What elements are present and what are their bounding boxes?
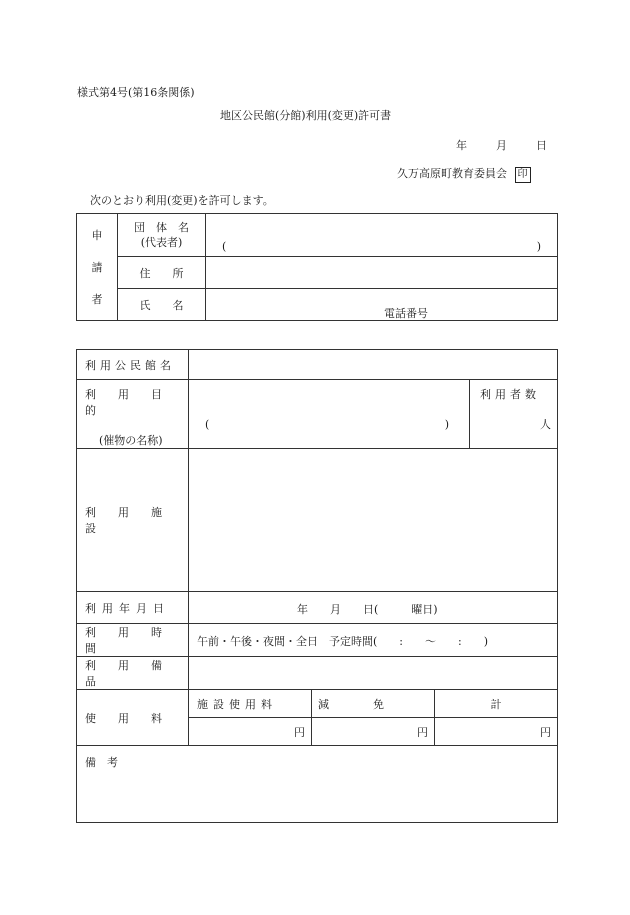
remarks-label: 備 考 xyxy=(85,756,118,769)
usage-date-value: 年 月 日( 曜日) xyxy=(297,603,438,616)
facility-label: 利 用 施 設 xyxy=(77,449,189,592)
usage-time-value: 午前・午後・夜間・全日 予定時間( : 〜 : ) xyxy=(197,635,488,648)
applicant-char-1: 申 xyxy=(91,229,103,242)
user-count-cell[interactable] xyxy=(470,380,558,449)
fee-reduction-amount[interactable] xyxy=(312,718,435,746)
fee-total-amount[interactable] xyxy=(435,718,558,746)
fee-facility-amount[interactable] xyxy=(189,718,312,746)
usage-time-field[interactable] xyxy=(189,624,558,657)
representative-label: (代表者) xyxy=(140,236,183,249)
fee-facility-label: 施設使用料 xyxy=(189,690,312,718)
name-field[interactable] xyxy=(206,289,558,321)
hall-name-field[interactable] xyxy=(189,350,558,380)
user-count-unit: 人 xyxy=(540,418,551,431)
usage-date-field[interactable] xyxy=(189,592,558,624)
fee-reduction-label: 減 免 xyxy=(312,690,435,718)
group-paren-open: ( xyxy=(222,240,227,253)
usage-date-label: 利用年月日 xyxy=(77,592,189,624)
address-field[interactable] xyxy=(206,257,558,289)
group-name-label-cell xyxy=(118,214,206,257)
event-paren-close: ) xyxy=(444,418,449,431)
applicant-table xyxy=(76,213,558,321)
yen-unit-2: 円 xyxy=(417,725,428,739)
form-title: 地区公民館(分館)利用(変更)許可書 xyxy=(220,109,392,122)
issue-date xyxy=(456,137,547,153)
fee-label: 使 用 料 xyxy=(77,690,189,746)
user-count-label: 利用者数 xyxy=(480,388,540,401)
hall-name-label: 利用公民館名 xyxy=(77,350,189,380)
purpose-label: 利 用 目 的 xyxy=(85,388,184,417)
form-number: 様式第4号(第16条関係) xyxy=(77,86,195,99)
date-month: 月 xyxy=(496,139,507,152)
phone-label: 電話番号 xyxy=(384,307,428,320)
event-name-label: (催物の名称) xyxy=(99,434,163,447)
group-name-field[interactable] xyxy=(206,214,558,257)
issuer xyxy=(397,165,531,183)
date-year: 年 xyxy=(456,139,467,152)
seal-mark: 印 xyxy=(515,167,531,183)
date-day: 日 xyxy=(536,139,547,152)
applicant-char-3: 者 xyxy=(91,293,103,306)
permit-statement: 次のとおり利用(変更)を許可します。 xyxy=(90,194,274,207)
equipment-label: 利 用 備 品 xyxy=(77,657,189,690)
group-name-label: 団 体 名 xyxy=(134,221,189,234)
usage-time-label: 利 用 時 間 xyxy=(77,624,189,657)
remarks-field[interactable] xyxy=(77,746,558,823)
address-label: 住 所 xyxy=(118,257,206,289)
fee-total-label: 計 xyxy=(435,690,558,718)
applicant-section-label xyxy=(77,214,118,321)
purpose-label-cell xyxy=(77,380,189,449)
yen-unit-3: 円 xyxy=(540,725,551,739)
group-paren-close: ) xyxy=(536,240,541,253)
purpose-field[interactable] xyxy=(189,380,470,449)
yen-unit-1: 円 xyxy=(294,725,305,739)
event-paren-open: ( xyxy=(205,418,210,431)
equipment-field[interactable] xyxy=(189,657,558,690)
issuer-name: 久万高原町教育委員会 xyxy=(397,167,507,180)
applicant-char-2: 請 xyxy=(91,261,103,274)
usage-table xyxy=(76,349,558,823)
name-label: 氏 名 xyxy=(118,289,206,321)
facility-field[interactable] xyxy=(189,449,558,592)
